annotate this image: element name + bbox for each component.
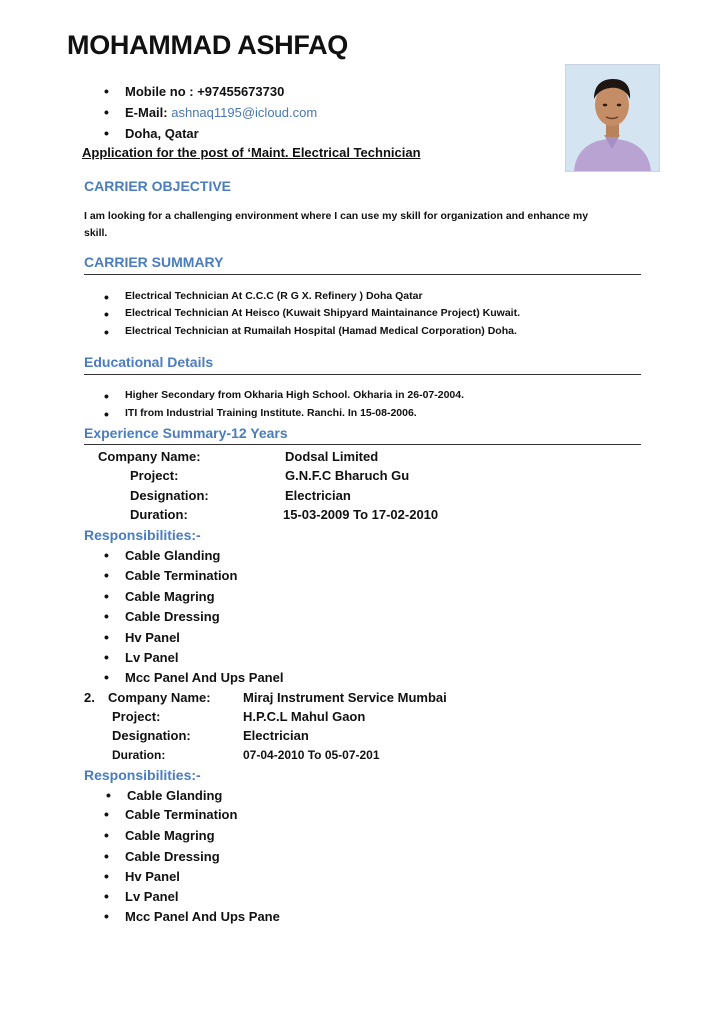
job2-responsibilities-heading: Responsibilities:-: [84, 767, 201, 783]
job1-duration-label: Duration:: [130, 507, 188, 522]
candidate-name: MOHAMMAD ASHFAQ: [67, 30, 348, 60]
email-link[interactable]: ashnaq1195@icloud.com: [171, 105, 318, 120]
job2-duration-label: Duration:: [112, 748, 166, 762]
job1-responsibility: • Lv Panel: [125, 650, 178, 665]
job1-responsibility: • Cable Dressing: [125, 609, 220, 624]
job2-designation-label: Designation:: [112, 728, 191, 743]
job2-company: Miraj Instrument Service Mumbai: [243, 690, 447, 705]
person-photo-icon: [566, 65, 659, 171]
job2-company-label: Company Name:: [108, 690, 211, 705]
experience-divider: [84, 444, 641, 445]
job2-responsibility: • Cable Glanding: [127, 788, 222, 803]
job2-project-label: Project:: [112, 709, 161, 724]
job2-responsibility: • Lv Panel: [125, 889, 178, 904]
location-line: • Doha, Qatar: [125, 126, 199, 141]
summary-divider: [84, 274, 641, 275]
objective-heading: CARRIER OBJECTIVE: [84, 178, 232, 194]
education-divider: [84, 374, 641, 375]
email-label: E-Mail:: [125, 105, 172, 120]
job2-responsibility: • Mcc Panel And Ups Pane: [125, 909, 280, 924]
objective-text: I am looking for a challenging environment where I can use my skill for organization and enhance my skill.: [84, 210, 589, 239]
job1-responsibility: • Cable Termination: [125, 568, 237, 583]
job1-responsibility: • Hv Panel: [125, 630, 180, 645]
summary-item: • Electrical Technician At Heisco (Kuwait Shipyard Maintainance Project) Kuwait.: [125, 307, 520, 319]
job1-project-label: Project:: [130, 468, 179, 483]
job1-responsibility: • Mcc Panel And Ups Panel: [125, 670, 283, 685]
job2-number: 2.: [84, 690, 95, 705]
education-item: • Higher Secondary from Okharia High School. Okharia in 26-07-2004.: [125, 389, 464, 401]
job1-project: G.N.F.C Bharuch Gu: [285, 468, 410, 483]
profile-photo: [565, 64, 660, 172]
job1-designation-label: Designation:: [130, 488, 209, 503]
job2-responsibility: • Cable Termination: [125, 807, 237, 822]
summary-item: • Electrical Technician at Rumailah Hospital (Hamad Medical Corporation) Doha.: [125, 325, 517, 337]
mobile-line: • Mobile no : +97455673730: [125, 84, 284, 99]
job2-responsibility: • Cable Magring: [125, 828, 215, 843]
job2-responsibility: • Hv Panel: [125, 869, 180, 884]
summary-item: • Electrical Technician At C.C.C (R G X. Refinery ) Doha Qatar: [125, 290, 423, 302]
experience-heading: Experience Summary-12 Years: [84, 425, 288, 441]
job1-company: Dodsal Limited: [285, 449, 379, 464]
education-heading: Educational Details: [84, 354, 214, 370]
education-item: • ITI from Industrial Training Institute. Ranchi. In 15-08-2006.: [125, 407, 417, 419]
job1-responsibility: • Cable Magring: [125, 589, 215, 604]
job1-responsibilities-heading: Responsibilities:-: [84, 527, 201, 543]
job1-duration: 15-03-2009 To 17-02-2010: [283, 507, 439, 522]
job1-designation: Electrician: [285, 488, 351, 503]
job2-duration: 07-04-2010 To 05-07-201: [243, 748, 380, 762]
email-line: [125, 105, 317, 120]
job2-project: H.P.C.L Mahul Gaon: [243, 709, 366, 724]
application-title: Application for the post of ‘Maint. Electrical Technician: [82, 145, 421, 160]
job1-responsibility: • Cable Glanding: [125, 548, 220, 563]
job1-company-label: Company Name:: [98, 449, 201, 464]
job2-designation: Electrician: [243, 728, 309, 743]
summary-heading: CARRIER SUMMARY: [84, 254, 224, 270]
job2-responsibility: • Cable Dressing: [125, 849, 220, 864]
